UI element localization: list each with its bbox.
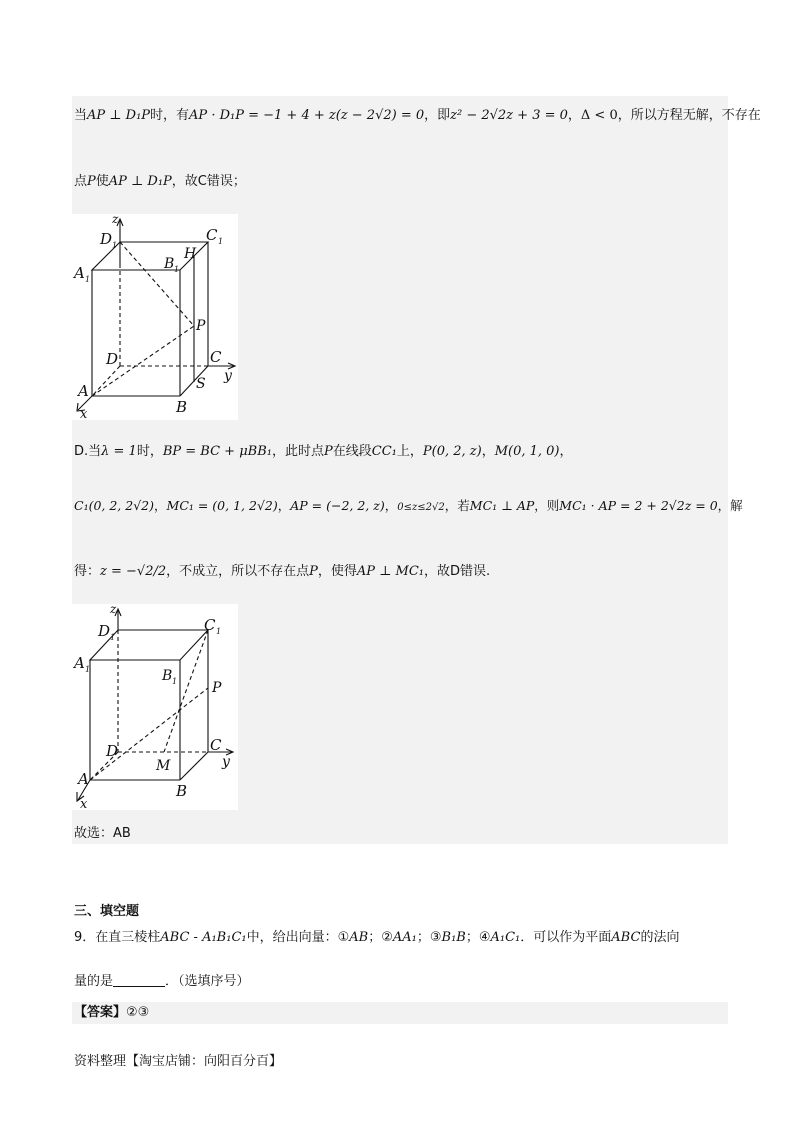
label-C1: C [206,226,218,244]
question-number: 9． [74,930,96,945]
text: 点 [74,174,88,189]
math: MC₁ ⊥ AP [469,498,535,513]
math: P [323,444,333,459]
label-sub: 1 [112,241,118,250]
text-line [74,442,573,462]
label-M: M [156,758,171,774]
label-P: P [196,318,206,334]
text: ；④ [465,930,491,945]
math: 0≤z≤2√2 [397,502,445,513]
label-A: A [78,770,89,788]
text: 使 [95,174,109,189]
text: D.当 [74,444,102,459]
text: 时， [136,444,163,459]
math: ABC - A₁B₁C₁ [160,930,247,945]
label-C: C [210,348,222,366]
footer-source: 资料整理【淘宝店铺：向阳百分百】 [74,1054,283,1069]
label-D: D [106,742,119,760]
math: A₁C₁ [490,930,521,945]
math: z² − 2√2z + 3 = 0 [450,108,568,123]
label-D1: D [98,622,111,640]
text: ，故C错误； [171,174,246,189]
math: AP ⊥ D₁P [108,174,172,189]
text: ，若 [444,498,470,513]
math: z = −√2/2 [100,564,167,579]
text: ，使得 [317,564,357,579]
text: 上， [396,444,423,459]
cuboid-figure-1 [72,214,238,420]
answer-value: ②③ [126,1005,150,1020]
label-sub: 1 [174,265,180,274]
label-B: B [176,398,188,416]
label-B1: B [164,256,175,272]
math: MC₁ · AP = 2 + 2√2z = 0 [559,498,718,513]
math: MC₁ = (0, 1, 2√2) [166,498,278,513]
label-A1: A [74,264,85,282]
text: 量的是 [74,974,114,989]
text: ，不成立，所以不存在点 [166,564,310,579]
text-line [74,172,246,192]
text: 时，有 [150,108,190,123]
math: AP ⊥ D₁P [87,108,151,123]
text: ，此时点 [271,444,324,459]
label-sub: 1 [110,633,116,642]
label-y: y [224,368,232,384]
answer-blank[interactable] [113,974,165,987]
label-sub: 1 [216,627,222,636]
cuboid-figure-2 [72,604,238,810]
math: P [309,564,318,579]
label-A: A [78,382,89,400]
label-sub: 1 [218,237,224,246]
text: ，即 [424,108,451,123]
label-C: C [210,736,222,754]
label-S: S [196,376,206,392]
text-line [74,496,743,518]
math: Δ < 0 [580,108,618,123]
text: ，故D错误. [424,564,491,579]
math: P(0, 2, z) [422,444,482,459]
text: 当 [74,108,88,123]
text: ，则 [534,498,560,513]
label-y: y [222,754,230,770]
text: ．可以作为平面 [520,930,612,945]
math: AP = (−2, 2, z) [290,498,385,513]
text: ， [277,498,291,513]
math: λ = 1 [101,444,137,459]
math: M(0, 1, 0) [494,444,560,459]
label-x: x [80,407,88,420]
text: ，解 [717,498,743,513]
math: ABC [611,930,641,945]
answer-block [72,1002,728,1024]
final-choice: 故选：AB [74,826,131,841]
label-A1: A [74,654,85,672]
math: P [87,174,96,189]
math: AB [349,930,369,945]
label-x: x [80,797,88,810]
math: B₁B [441,930,466,945]
text: 的法向 [640,930,680,945]
label-D1: D [100,230,113,248]
question-line [74,972,250,992]
answer-line [74,1003,149,1023]
answer-label: 【答案】 [74,1005,127,1020]
text: 得： [74,564,101,579]
math: AA₁ [392,930,417,945]
label-D: D [106,350,119,368]
text: 在直三棱柱 [95,930,161,945]
text: ，所以方程无解，不存在 [617,108,761,123]
label-sub: 1 [85,665,91,674]
text: ；③ [416,930,442,945]
text: ．（选填序号） [165,974,250,989]
text: ， [384,498,398,513]
text: ， [481,444,495,459]
math: CC₁ [371,444,397,459]
math: AP · D₁P = −1 + 4 + z(z − 2√2) = 0 [189,108,425,123]
math: C₁(0, 2, 2√2) [74,498,154,513]
label-P: P [212,680,222,696]
text: ， [154,498,167,513]
math: BP = BC + μBB₁ [162,444,272,459]
text: 在线段 [332,444,372,459]
text-line [74,562,490,582]
text: 中，给出向量：① [246,930,350,945]
label-sub: 1 [85,275,91,284]
label-B: B [176,782,188,800]
math: AP ⊥ MC₁ [356,564,425,579]
text-line [74,106,761,126]
label-B1: B [162,668,173,684]
label-H: H [184,246,197,262]
label-z: z [110,604,117,616]
label-z: z [112,214,119,226]
question-line [74,928,679,948]
label-sub: 1 [172,677,178,686]
label-C1: C [204,616,216,634]
section-heading: 三、填空题 [74,904,140,919]
text: ， [559,444,573,459]
text: ， [567,108,581,123]
text: ；② [368,930,393,945]
